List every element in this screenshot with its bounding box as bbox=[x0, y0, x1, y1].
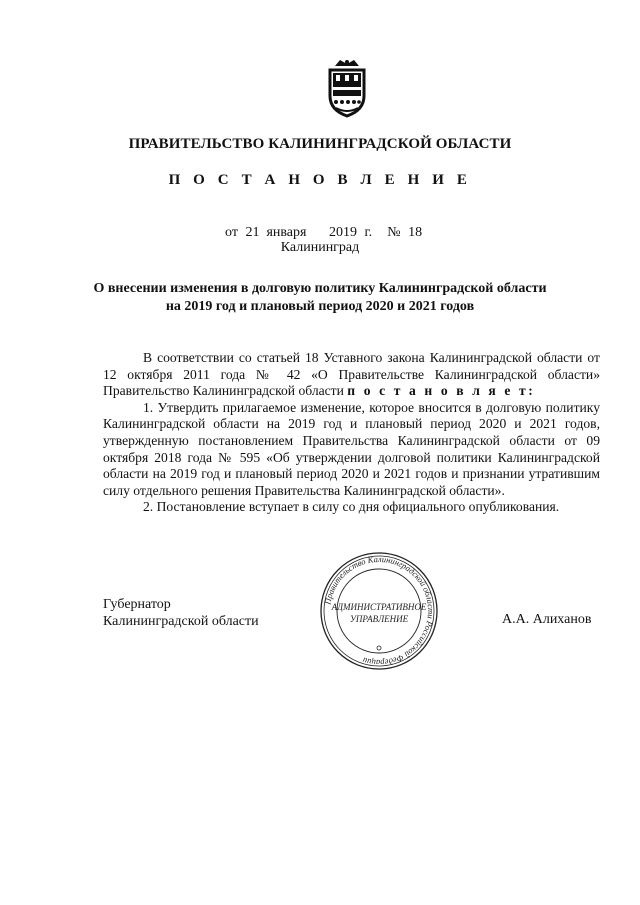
government-title: ПРАВИТЕЛЬСТВО КАЛИНИНГРАДСКОЙ ОБЛАСТИ bbox=[128, 136, 512, 152]
subject-line-2: на 2019 год и плановый период 2020 и 2021 годов bbox=[165, 299, 475, 314]
signatory-title-line-1: Губернатор bbox=[103, 597, 171, 612]
decree-year: 2019 bbox=[328, 225, 357, 240]
decree-number: 18 bbox=[408, 225, 423, 240]
decree-subject bbox=[0, 280, 640, 316]
body-paragraph-2: 1. Утвердить прилагаемое изменение, которое вносится в долговую политику Калининградской области на 2019 год и плановый период 2020 и 2021 годов, утвержденную постановлением Правительства Калининградской области от 09 октября 2018 года № 595 «Об утверждении долговой политики Калининградской области на 2019 год и плановый период 2020 и 2021 годов и признании утратившим силу отдельного решения Правительства Калининградской области». bbox=[103, 399, 600, 498]
decree-number-label: № bbox=[387, 225, 401, 240]
kaliningrad-coat-of-arms-icon bbox=[322, 58, 372, 118]
signatory-name: А.А. Алиханов bbox=[502, 612, 592, 627]
date-from: от bbox=[225, 225, 238, 240]
signatory-title-line-2: Калининградской области bbox=[103, 614, 259, 629]
city-name: Калининград bbox=[280, 240, 360, 255]
signatory-title bbox=[103, 596, 259, 630]
body-paragraph-3: 2. Постановление вступает в силу со дня официального опубликования. bbox=[143, 499, 560, 515]
official-seal bbox=[318, 550, 440, 672]
decree-year-suffix: г. bbox=[364, 225, 373, 240]
subject-line-1: О внесении изменения в долговую политику Калининградской области bbox=[93, 281, 547, 296]
seal-ring-text: Правительство Калининградской области Российской Федерации bbox=[322, 553, 437, 669]
body-paragraph-1 bbox=[103, 350, 600, 400]
decree-date: 21 января bbox=[245, 225, 307, 240]
decree-body bbox=[103, 350, 600, 516]
preamble-text: В соответствии со статьей 18 Уставного закона Калининградской области от 12 октября 2011 года № 42 «О Правительстве Калининградской области» Правительство Калининградской области bbox=[103, 350, 600, 399]
decree-dateline bbox=[225, 225, 422, 241]
seal-star-icon bbox=[377, 646, 381, 650]
seal-center-line-1: АДМИНИСТРАТИВНОЕ bbox=[331, 602, 427, 612]
document-type-title: П О С Т А Н О В Л Е Н И Е bbox=[168, 172, 472, 188]
decision-word: п о с т а н о в л я е т: bbox=[347, 383, 536, 399]
seal-center-line-2: УПРАВЛЕНИЕ bbox=[349, 614, 409, 624]
